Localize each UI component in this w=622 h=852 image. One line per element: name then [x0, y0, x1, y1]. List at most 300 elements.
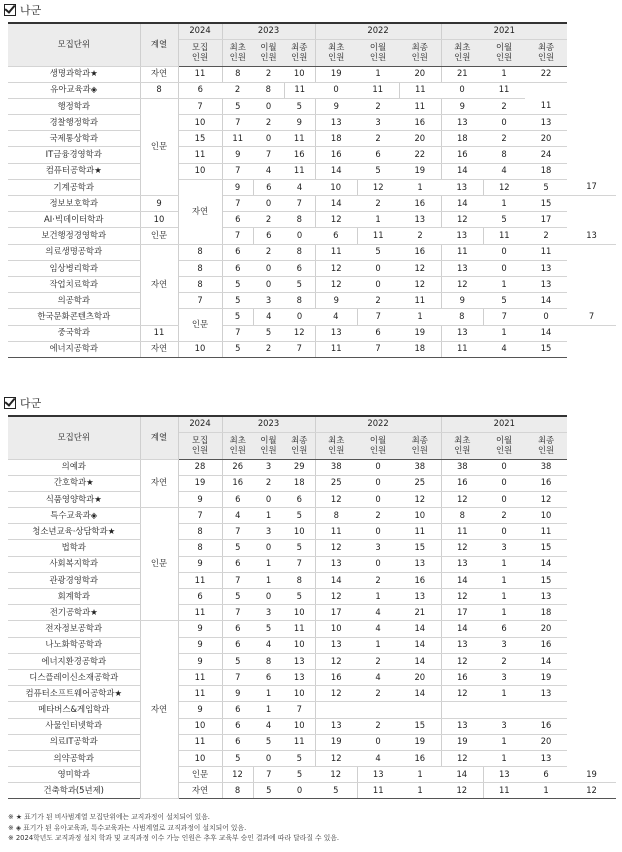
value-cell: 0	[357, 475, 399, 491]
unit-name: 임상병리학과	[8, 260, 140, 276]
value-cell: 8	[222, 783, 253, 799]
value-cell: 5	[253, 734, 284, 750]
value-cell: 5	[253, 325, 284, 341]
value-cell: 16	[399, 750, 441, 766]
field-cell: 자연	[140, 244, 178, 325]
value-cell: 9	[178, 491, 222, 507]
value-cell: 2	[253, 341, 284, 357]
value-cell: 13	[525, 115, 567, 131]
value-cell: 1	[357, 637, 399, 653]
value-cell: 5	[253, 621, 284, 637]
value-cell: 1	[483, 734, 525, 750]
value-cell: 5	[284, 508, 315, 524]
value-cell: 2	[399, 228, 441, 244]
value-cell: 4	[253, 309, 284, 325]
value-cell: 5	[222, 98, 253, 114]
value-cell: 1	[483, 686, 525, 702]
value-cell: 10	[284, 605, 315, 621]
value-cell: 11	[441, 341, 483, 357]
value-cell: 19	[178, 475, 222, 491]
value-cell: 1	[253, 556, 284, 572]
value-cell: 5	[222, 293, 253, 309]
value-cell: 6	[253, 228, 284, 244]
unit-name: 식품영양학과★	[8, 491, 140, 507]
value-cell: 2	[253, 244, 284, 260]
value-cell: 8	[178, 244, 222, 260]
value-cell: 16	[525, 637, 567, 653]
value-cell: 12	[441, 750, 483, 766]
value-cell: 2	[357, 196, 399, 212]
header-year: 2023	[222, 416, 315, 432]
header-sub: 최종 인원	[399, 432, 441, 459]
value-cell: 13	[315, 637, 357, 653]
table-row	[8, 309, 616, 325]
unit-name: 관광경영학과	[8, 572, 140, 588]
value-cell: 11	[525, 98, 567, 114]
value-cell: 0	[253, 131, 284, 147]
value-cell: 14	[399, 686, 441, 702]
value-cell: 11	[357, 783, 399, 799]
value-cell: 15	[525, 572, 567, 588]
value-cell: 2	[483, 131, 525, 147]
table-row	[8, 475, 616, 491]
value-cell: 13	[567, 228, 616, 244]
unit-name: 의공학과	[8, 293, 140, 309]
unit-name: 의약공학과	[8, 750, 140, 766]
value-cell: 14	[441, 163, 483, 179]
value-cell: 38	[315, 459, 357, 475]
value-cell: 8	[284, 293, 315, 309]
value-cell: 25	[315, 475, 357, 491]
value-cell: 4	[253, 637, 284, 653]
value-cell: 11	[178, 734, 222, 750]
value-cell: 7	[284, 196, 315, 212]
value-cell: 3	[483, 669, 525, 685]
value-cell: 11	[357, 82, 399, 98]
unit-name: 법학과	[8, 540, 140, 556]
value-cell: 11	[315, 524, 357, 540]
value-cell: 12	[315, 686, 357, 702]
table-row	[8, 341, 616, 357]
header-field: 계열	[140, 416, 178, 459]
value-cell: 7	[284, 341, 315, 357]
value-cell: 11	[178, 66, 222, 82]
value-cell: 12	[483, 179, 525, 195]
field-cell: 자연	[140, 341, 178, 357]
value-cell: 19	[567, 767, 616, 783]
value-cell: 10	[284, 686, 315, 702]
value-cell: 6	[222, 637, 253, 653]
value-cell: 5	[222, 589, 253, 605]
header-year: 2023	[222, 23, 315, 39]
table-row	[8, 524, 616, 540]
unit-name: 행정학과	[8, 98, 140, 114]
header-sub: 이월 인원	[253, 39, 284, 66]
value-cell: 7	[222, 325, 253, 341]
value-cell: 6	[222, 244, 253, 260]
unit-name: 디스플레이신소재공학과	[8, 669, 140, 685]
value-cell: 3	[483, 540, 525, 556]
value-cell: 0	[483, 475, 525, 491]
header-year: 2024	[178, 416, 222, 432]
value-cell: 11	[284, 131, 315, 147]
footnote: ※ 2024학년도 교직과정 설치 학과 및 교직과정 이수 가능 인원은 추후 교육부 승인 결과에 따라 달라질 수 있음.	[8, 834, 340, 842]
value-cell: 13	[284, 669, 315, 685]
value-cell: 38	[525, 459, 567, 475]
unit-name: 전자정보공학과	[8, 621, 140, 637]
value-cell: 38	[441, 459, 483, 475]
value-cell: 19	[441, 734, 483, 750]
value-cell: 3	[483, 718, 525, 734]
header-sub: 이월 인원	[253, 432, 284, 459]
value-cell: 18	[284, 475, 315, 491]
value-cell: 0	[483, 491, 525, 507]
value-cell: 11	[441, 244, 483, 260]
value-cell: 5	[357, 244, 399, 260]
table-row	[8, 718, 616, 734]
value-cell: 6	[483, 621, 525, 637]
value-cell: 2	[525, 228, 567, 244]
unit-name: 건축학과(5년제)	[8, 783, 140, 799]
table-row	[8, 82, 616, 98]
value-cell: 1	[483, 325, 525, 341]
value-cell: 11	[178, 669, 222, 685]
value-cell: 11	[284, 621, 315, 637]
value-cell: 6	[284, 491, 315, 507]
value-cell: 9	[315, 98, 357, 114]
table-row	[8, 276, 616, 292]
value-cell: 1	[253, 508, 284, 524]
table-row	[8, 293, 616, 309]
unit-name: 보건행정경영학과	[8, 228, 140, 244]
header-sub: 최종 인원	[284, 39, 315, 66]
value-cell: 9	[178, 621, 222, 637]
footnote: ※ ◈ 표기가 된 유아교육과, 특수교육과는 사범계열로 교직과정이 설치되어 있음.	[8, 823, 247, 832]
field-cell: 인문	[178, 767, 222, 783]
value-cell: 11	[315, 341, 357, 357]
value-cell: 7	[284, 556, 315, 572]
footnote: ※ ★ 표기가 된 비사범계열 모집단위에는 교직과정이 설치되어 있음.	[8, 813, 210, 821]
value-cell: 0	[525, 309, 567, 325]
value-cell: 13	[525, 260, 567, 276]
value-cell: 9	[315, 293, 357, 309]
unit-name: 의료생명공학과	[8, 244, 140, 260]
value-cell: 11	[178, 572, 222, 588]
value-cell: 17	[567, 179, 616, 195]
value-cell: 6	[284, 260, 315, 276]
field-cell: 자연	[140, 459, 178, 508]
table-row	[8, 508, 616, 524]
value-cell: 5	[315, 783, 357, 799]
value-cell: 12	[315, 750, 357, 766]
unit-name: 생명과학과★	[8, 66, 140, 82]
table-row	[8, 637, 616, 653]
value-cell: 0	[284, 228, 315, 244]
value-cell: 13	[284, 653, 315, 669]
table-row	[8, 572, 616, 588]
value-cell: 8	[178, 540, 222, 556]
value-cell: 13	[315, 325, 357, 341]
unit-name: 전기공학과★	[8, 605, 140, 621]
value-cell: 15	[399, 540, 441, 556]
value-cell: 19	[315, 66, 357, 82]
checkbox-icon	[4, 4, 16, 16]
table-row	[8, 783, 616, 799]
value-cell: 12	[315, 491, 357, 507]
value-cell: 12	[441, 653, 483, 669]
value-cell: 2	[357, 686, 399, 702]
value-cell: 11	[483, 82, 525, 98]
header-unit: 모집단위	[8, 416, 140, 459]
value-cell: 1	[253, 686, 284, 702]
value-cell: 6	[253, 179, 284, 195]
unit-name: 사회복지학과	[8, 556, 140, 572]
value-cell: 1	[483, 750, 525, 766]
value-cell: 2	[357, 508, 399, 524]
value-cell: 7	[357, 309, 399, 325]
value-cell: 13	[483, 767, 525, 783]
table-row	[8, 686, 616, 702]
value-cell: 13	[441, 556, 483, 572]
value-cell: 0	[284, 783, 315, 799]
header-sub: 모집 인원	[178, 432, 222, 459]
value-cell: 12	[315, 540, 357, 556]
value-cell: 19	[399, 325, 441, 341]
value-cell: 15	[399, 718, 441, 734]
value-cell: 18	[525, 163, 567, 179]
header-sub: 최초 인원	[441, 432, 483, 459]
value-cell: 6	[178, 589, 222, 605]
field-cell: 자연	[140, 621, 178, 799]
value-cell: 10	[178, 750, 222, 766]
value-cell: 1	[253, 572, 284, 588]
value-cell: 12	[315, 589, 357, 605]
value-cell: 7	[222, 196, 253, 212]
field-cell: 인문	[178, 309, 222, 341]
value-cell: 5	[253, 783, 284, 799]
value-cell: 7	[357, 341, 399, 357]
value-cell: 14	[525, 653, 567, 669]
value-cell: 11	[284, 734, 315, 750]
unit-name: 사물인터넷학과	[8, 718, 140, 734]
value-cell: 11	[178, 147, 222, 163]
value-cell: 12	[441, 589, 483, 605]
value-cell: 14	[399, 637, 441, 653]
value-cell: 13	[399, 556, 441, 572]
value-cell: 6	[525, 767, 567, 783]
value-cell: 10	[315, 621, 357, 637]
header-sub: 최초 인원	[315, 432, 357, 459]
value-cell: 1	[483, 589, 525, 605]
header-sub: 최초 인원	[441, 39, 483, 66]
value-cell	[525, 702, 567, 718]
value-cell: 20	[525, 131, 567, 147]
value-cell: 5	[284, 750, 315, 766]
value-cell: 26	[222, 459, 253, 475]
value-cell: 0	[253, 196, 284, 212]
value-cell: 11	[483, 783, 525, 799]
value-cell: 21	[399, 605, 441, 621]
header-field: 계열	[140, 23, 178, 66]
table-row	[8, 653, 616, 669]
value-cell: 1	[399, 767, 441, 783]
value-cell: 0	[357, 459, 399, 475]
unit-name: 경찰행정학과	[8, 115, 140, 131]
value-cell: 13	[315, 556, 357, 572]
value-cell: 8	[441, 508, 483, 524]
unit-name: 에너지공학과	[8, 341, 140, 357]
value-cell: 8	[284, 212, 315, 228]
header-year: 2024	[178, 23, 222, 39]
table-row	[8, 98, 616, 114]
value-cell: 0	[253, 540, 284, 556]
value-cell: 4	[357, 621, 399, 637]
value-cell: 9	[178, 653, 222, 669]
value-cell: 13	[525, 686, 567, 702]
value-cell: 0	[483, 459, 525, 475]
value-cell	[315, 702, 357, 718]
value-cell: 2	[357, 718, 399, 734]
value-cell: 12	[399, 260, 441, 276]
value-cell: 2	[253, 212, 284, 228]
value-cell: 5	[222, 653, 253, 669]
header-sub: 최초 인원	[222, 432, 253, 459]
value-cell: 29	[284, 459, 315, 475]
value-cell: 2	[357, 98, 399, 114]
table-row	[8, 589, 616, 605]
value-cell: 10	[284, 637, 315, 653]
header-sub: 이월 인원	[483, 432, 525, 459]
value-cell: 18	[399, 341, 441, 357]
value-cell: 4	[483, 163, 525, 179]
header-sub: 최종 인원	[399, 39, 441, 66]
value-cell: 3	[253, 293, 284, 309]
value-cell: 16	[441, 669, 483, 685]
table-row	[8, 702, 616, 718]
value-cell: 4	[253, 163, 284, 179]
value-cell: 6	[253, 669, 284, 685]
value-cell: 12	[441, 276, 483, 292]
value-cell: 20	[399, 669, 441, 685]
value-cell: 14	[525, 556, 567, 572]
unit-name: 청소년교육·상담학과★	[8, 524, 140, 540]
admissions-table-na	[8, 22, 616, 358]
value-cell: 5	[222, 540, 253, 556]
table-row	[8, 196, 616, 212]
unit-name: 나노화학공학과	[8, 637, 140, 653]
value-cell: 3	[253, 524, 284, 540]
value-cell: 8	[284, 244, 315, 260]
value-cell: 9	[284, 115, 315, 131]
value-cell: 16	[399, 115, 441, 131]
field-cell: 자연	[178, 179, 222, 244]
value-cell: 19	[399, 163, 441, 179]
value-cell: 11	[525, 524, 567, 540]
value-cell: 3	[253, 605, 284, 621]
value-cell: 10	[178, 115, 222, 131]
value-cell: 10	[399, 508, 441, 524]
value-cell: 12	[399, 276, 441, 292]
header-year: 2021	[441, 23, 567, 39]
value-cell: 17	[315, 605, 357, 621]
section-title: 다군	[20, 397, 42, 410]
value-cell: 16	[399, 196, 441, 212]
unit-name: 에너지환경공학과	[8, 653, 140, 669]
value-cell: 4	[483, 341, 525, 357]
table-row	[8, 147, 616, 163]
value-cell: 4	[315, 309, 357, 325]
unit-name: 특수교육과◈	[8, 508, 140, 524]
value-cell: 16	[284, 147, 315, 163]
value-cell: 1	[357, 212, 399, 228]
unit-name: 컴퓨터소프트웨어공학과★	[8, 686, 140, 702]
table-row	[8, 228, 616, 244]
value-cell: 5	[483, 293, 525, 309]
value-cell: 28	[178, 459, 222, 475]
value-cell: 13	[441, 115, 483, 131]
value-cell: 14	[315, 572, 357, 588]
value-cell: 3	[253, 459, 284, 475]
value-cell: 10	[284, 718, 315, 734]
header-sub: 이월 인원	[357, 39, 399, 66]
table-row	[8, 669, 616, 685]
value-cell: 13	[525, 750, 567, 766]
checkbox-icon	[4, 397, 16, 409]
table-row	[8, 66, 616, 82]
value-cell: 16	[222, 475, 253, 491]
value-cell: 4	[357, 669, 399, 685]
value-cell: 5	[284, 276, 315, 292]
value-cell: 10	[525, 508, 567, 524]
value-cell: 11	[284, 163, 315, 179]
value-cell: 14	[315, 196, 357, 212]
value-cell: 2	[253, 475, 284, 491]
value-cell: 7	[483, 309, 525, 325]
unit-name: IT금융경영학과	[8, 147, 140, 163]
value-cell: 22	[525, 66, 567, 82]
header-sub: 최종 인원	[525, 432, 567, 459]
value-cell: 16	[399, 572, 441, 588]
value-cell: 8	[315, 508, 357, 524]
value-cell: 20	[525, 621, 567, 637]
value-cell: 17	[525, 212, 567, 228]
header-sub: 이월 인원	[483, 39, 525, 66]
value-cell: 12	[315, 653, 357, 669]
value-cell: 0	[357, 276, 399, 292]
value-cell: 14	[441, 572, 483, 588]
value-cell: 12	[315, 767, 357, 783]
value-cell: 0	[253, 589, 284, 605]
value-cell: 0	[253, 750, 284, 766]
value-cell: 25	[399, 475, 441, 491]
value-cell: 12	[441, 540, 483, 556]
admissions-table-da	[8, 415, 616, 799]
value-cell: 12	[222, 767, 253, 783]
value-cell: 12	[441, 212, 483, 228]
value-cell: 1	[399, 309, 441, 325]
value-cell: 2	[357, 131, 399, 147]
value-cell: 8	[178, 260, 222, 276]
value-cell: 5	[222, 276, 253, 292]
value-cell: 11	[399, 524, 441, 540]
field-cell: 인문	[140, 98, 178, 195]
value-cell: 7	[222, 115, 253, 131]
value-cell: 2	[222, 82, 253, 98]
value-cell: 18	[315, 131, 357, 147]
value-cell: 0	[253, 491, 284, 507]
value-cell: 12	[441, 491, 483, 507]
value-cell: 10	[284, 524, 315, 540]
